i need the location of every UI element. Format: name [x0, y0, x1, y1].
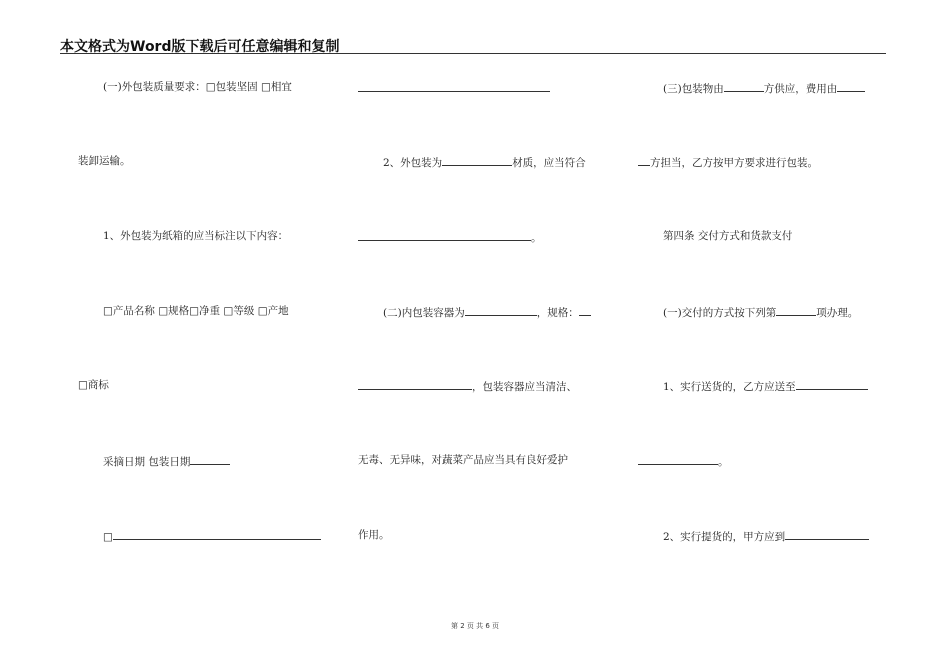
- blank-field: [638, 453, 718, 465]
- col1-line-1: (一)外包装质量要求：□包装坚固 □相宜: [103, 81, 292, 93]
- col3-line-2: 方担当，乙方按甲方要求进行包装。: [638, 154, 818, 170]
- col2-line-3: 。: [358, 229, 542, 245]
- blank-field: [442, 154, 512, 166]
- header-rule: [60, 53, 886, 54]
- blank-field: [724, 80, 764, 92]
- col2-line-2: 2、外包装为 材质，应当符合: [383, 154, 586, 170]
- col2-line-5: ，包装容器应当清洁、: [358, 378, 577, 394]
- col1-line-6: 采摘日期 包装日期: [103, 453, 230, 469]
- blank-field: [358, 378, 472, 390]
- col1-line-5: □商标: [78, 379, 109, 391]
- col2-line-4: (二)内包装容器为 ，规格：: [383, 304, 591, 320]
- col3-line-3: 第四条 交付方式和货款支付: [663, 230, 793, 242]
- blank-field: [638, 154, 650, 166]
- blank-field: [785, 528, 869, 540]
- col3-line-5: 1、实行送货的，乙方应送至: [663, 378, 868, 394]
- col3-line-7: 2、实行提货的，甲方应到: [663, 528, 869, 544]
- col1-line-7: □: [103, 528, 321, 544]
- blank-field: [358, 80, 550, 92]
- blank-field: [190, 453, 230, 465]
- blank-field: [837, 80, 865, 92]
- blank-field: [358, 229, 531, 241]
- blank-field: [113, 528, 321, 540]
- blank-field: [465, 304, 537, 316]
- col3-line-6: 。: [638, 453, 729, 469]
- col2-line-1: [358, 80, 550, 96]
- blank-field: [776, 304, 816, 316]
- col3-line-4: (一)交付的方式按下列第 项办理。: [663, 304, 858, 320]
- blank-field: [796, 378, 868, 390]
- col1-line-2: 装卸运输。: [78, 155, 131, 167]
- col3-line-1: (三)包装物由 方供应，费用由: [663, 80, 865, 96]
- blank-field: [579, 304, 591, 316]
- col2-line-6: 无毒、无异味，对蔬菜产品应当具有良好爱护: [358, 454, 568, 466]
- col1-line-3: 1、外包装为纸箱的应当标注以下内容：: [103, 230, 289, 242]
- col2-line-7: 作用。: [358, 529, 390, 541]
- document-header-title: 本文格式为Word版下载后可任意编辑和复制: [60, 39, 340, 55]
- col1-line-4: □产品名称 □规格□净重 □等级 □产地: [103, 305, 289, 317]
- page-footer: 第 2 页 共 6 页: [450, 622, 500, 630]
